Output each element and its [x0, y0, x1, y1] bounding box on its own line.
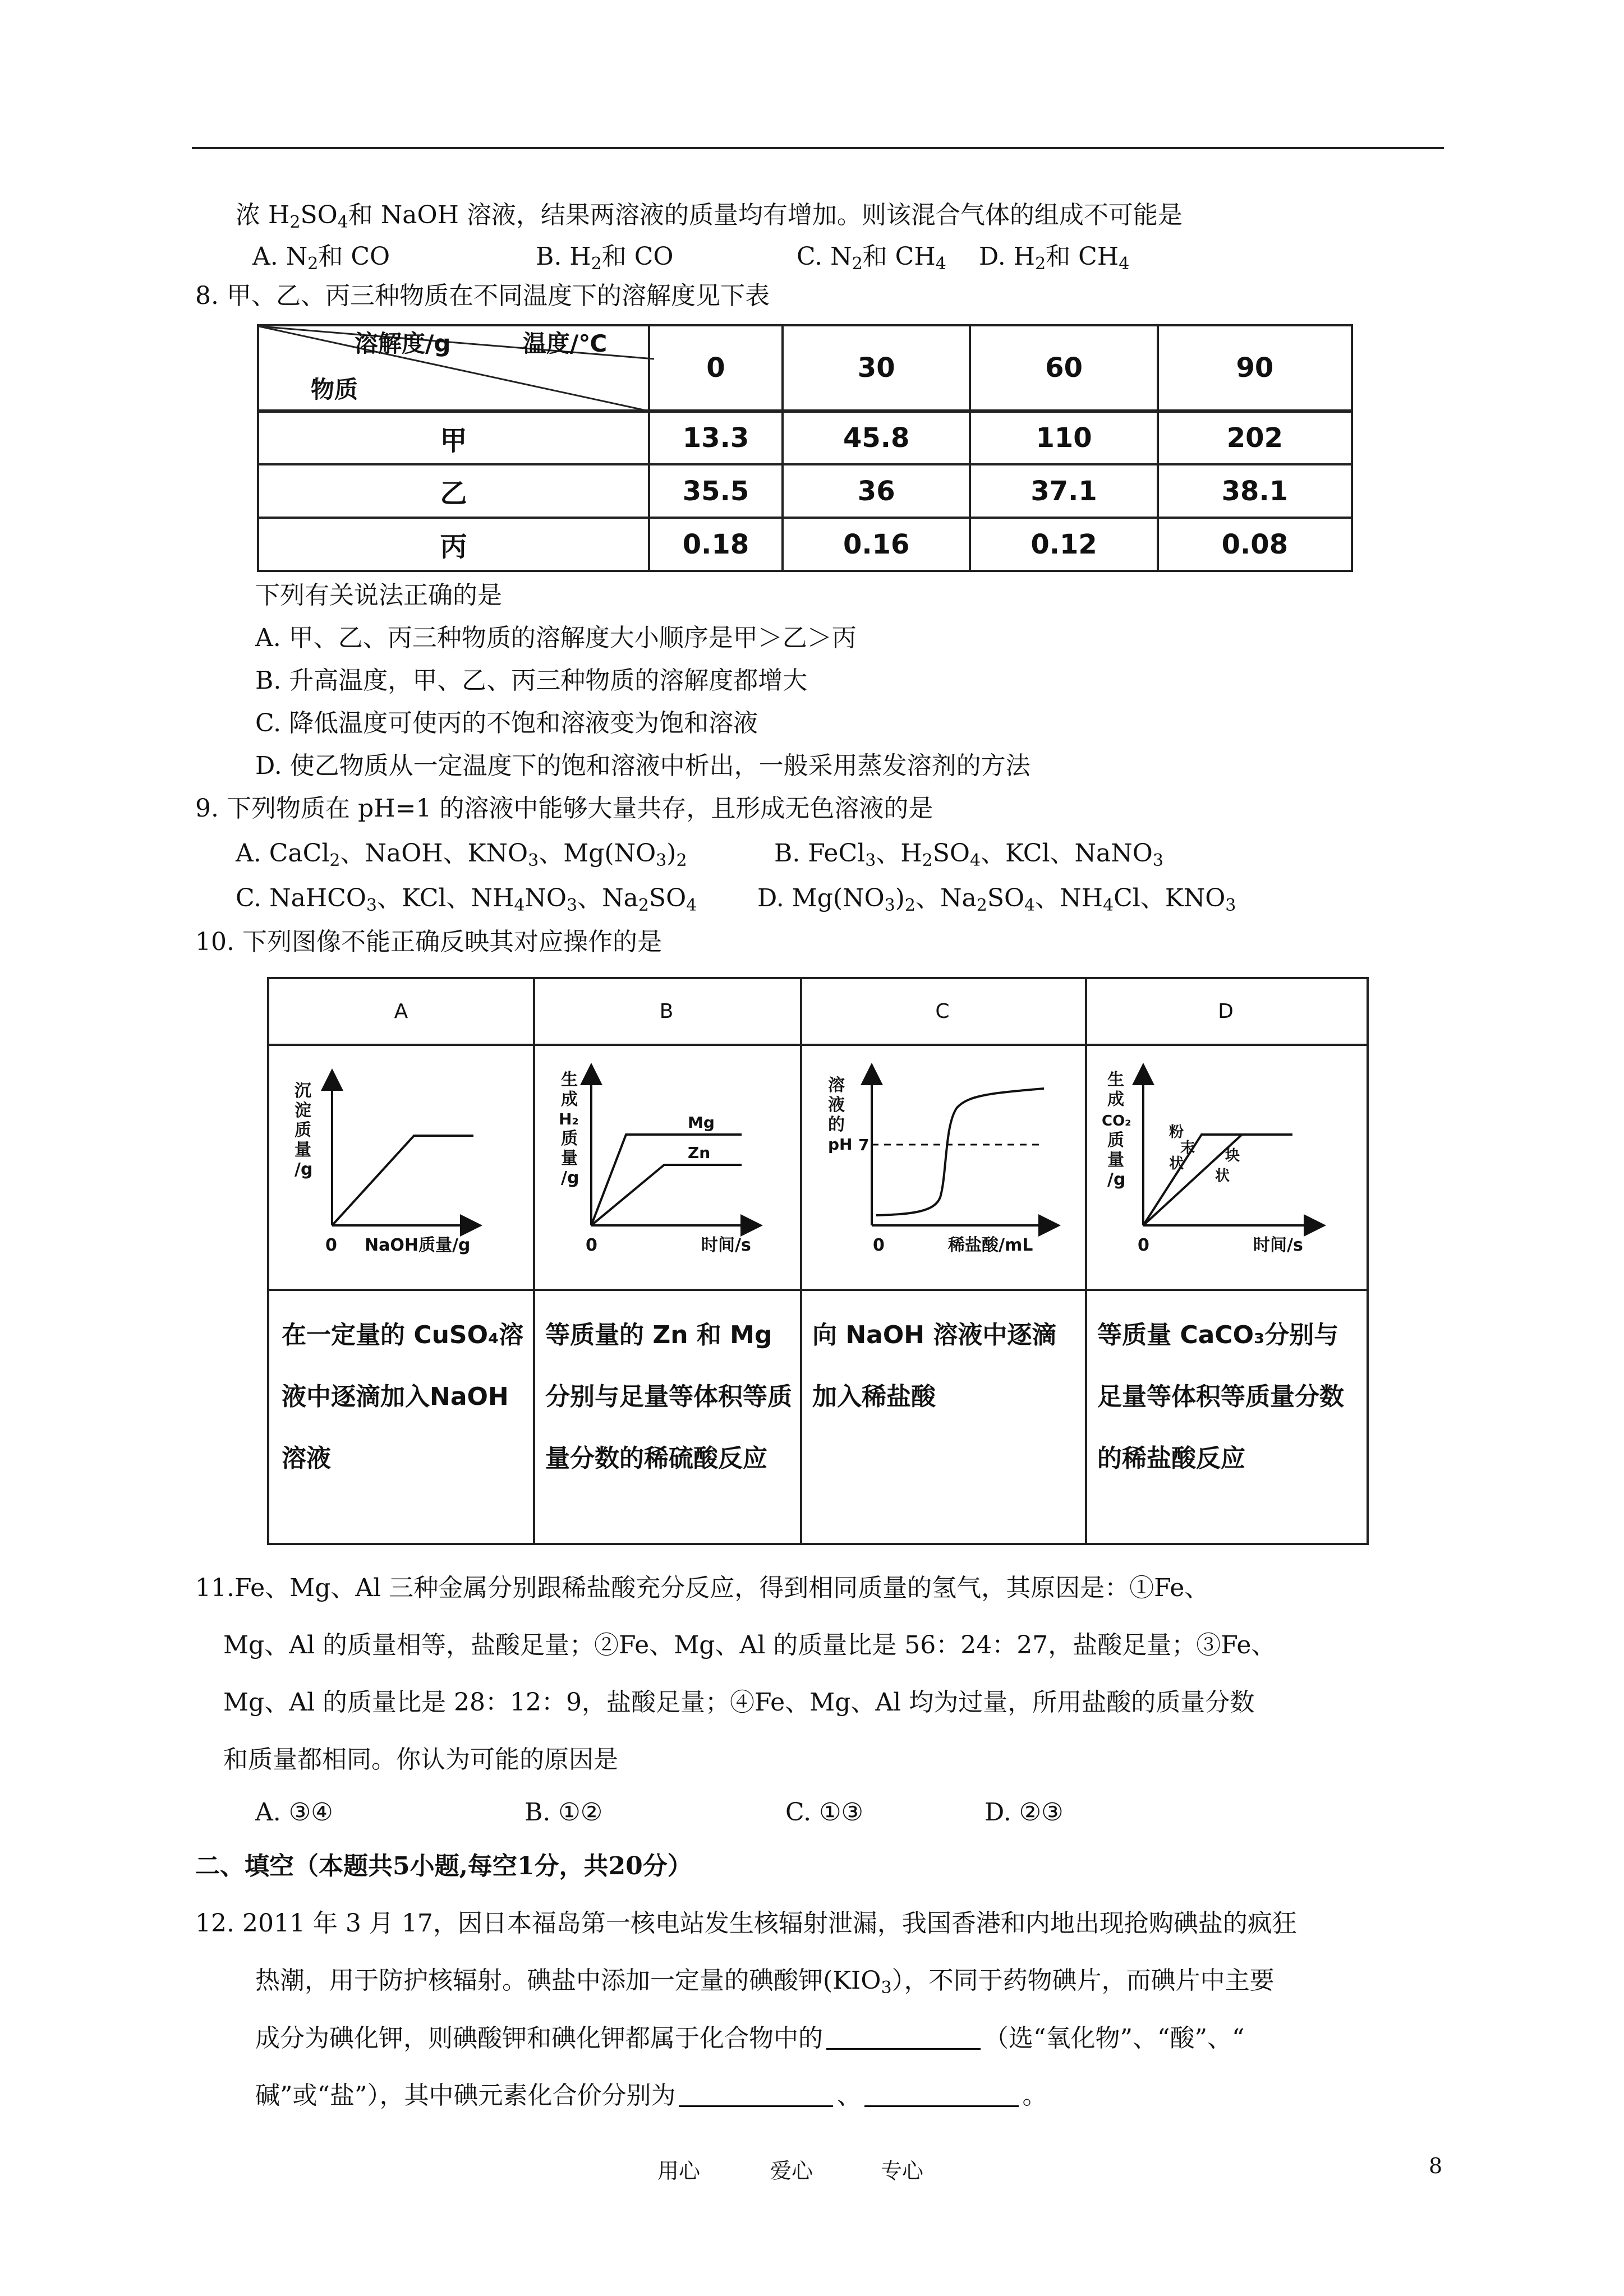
q11-option-b: B. ①②	[525, 1798, 603, 1827]
panel-label: B	[533, 979, 800, 1046]
panel-label: C	[800, 979, 1085, 1046]
panel-d	[1085, 979, 1367, 1543]
panel-description: 等质量 CaCO₃分别与足量等体积等质量分数的稀盐酸反应	[1097, 1321, 1344, 1473]
origin-label: 0	[325, 1235, 337, 1255]
q8-option-b: B. 升高温度，甲、乙、丙三种物质的溶解度都增大	[255, 666, 808, 695]
q7-continuation: 浓 $H_2SO_4$和 NaOH 溶液，结果两溶液的质量均有增加。则该混合气体的组成不可能是	[236, 201, 1183, 232]
q8-option-d: D. 使乙物质从一定温度下的饱和溶液中析出，一般采用蒸发溶剂的方法	[255, 751, 1030, 780]
page-number: 8	[1429, 2154, 1443, 2178]
y-label-char: /g	[1107, 1170, 1126, 1190]
q10-graph-figure	[267, 977, 1369, 1545]
answer-blank[interactable]	[826, 2026, 981, 2050]
y-label-char: 量	[295, 1140, 311, 1160]
table-cell: 37.1	[970, 464, 1157, 518]
table-cell: 35.5	[649, 464, 783, 518]
footer-motto: 爱心	[770, 2159, 813, 2183]
q11-line: 和质量都相同。你认为可能的原因是	[223, 1745, 618, 1774]
q10-stem: 10. 下列图像不能正确反映其对应操作的是	[195, 928, 662, 956]
q12-line-2: 热潮，用于防护核辐射。碘盐中添加一定量的碘酸钾$(KIO_3)$，不同于药物碘片，而碘片中主要	[255, 1966, 1275, 1998]
y-label-char: 质	[561, 1129, 578, 1149]
q8-option-a: A. 甲、乙、丙三种物质的溶解度大小顺序是甲＞乙＞丙	[255, 624, 857, 652]
curve-label-powder: 状	[1169, 1155, 1184, 1172]
co2-graph	[1085, 1046, 1367, 1287]
x-axis-label: 稀盐酸/mL	[948, 1235, 1033, 1255]
header-temperature: 温度/℃	[523, 330, 608, 357]
panel-b	[533, 979, 802, 1543]
curve-label-powder: 末	[1180, 1140, 1195, 1156]
y-label-char: pH	[828, 1135, 853, 1154]
substance-name: 丙	[258, 518, 649, 571]
panel-divider	[269, 1289, 533, 1291]
q9-option-b: B. FeCl$_3$、$H_2SO_4$、KCl、NaNO$_3$	[774, 839, 1163, 870]
y-label-char: 量	[561, 1149, 578, 1168]
panel-description: 向 NaOH 溶液中逐滴加入稀盐酸	[812, 1321, 1057, 1411]
table-cell: 0.16	[783, 518, 970, 571]
panel-a	[269, 979, 535, 1543]
origin-label: 0	[586, 1235, 597, 1255]
x-axis-label: 时间/s	[1253, 1235, 1303, 1255]
y-label-char: CO₂	[1102, 1113, 1131, 1129]
answer-blank[interactable]	[679, 2083, 833, 2107]
q9-option-c: C. NaHCO$_3$、KCl、$NH_4NO_3$、$Na_2SO_4$	[236, 884, 697, 915]
q8-option-c: C. 降低温度可使丙的不饱和溶液变为饱和溶液	[255, 709, 758, 737]
temp-header: 30	[783, 325, 970, 411]
panel-divider	[533, 1289, 800, 1291]
section-heading: 二、填空（本题共5小题,每空1分，共20分）	[195, 1852, 692, 1880]
q7-option-b: B. $H_2$和 CO	[536, 242, 674, 274]
panel-divider	[1085, 1289, 1367, 1291]
q9-option-d: D. $Mg(NO_3)_2$、$Na_2SO_4$、$NH_4Cl$、$KNO_3$	[757, 884, 1236, 915]
y-label-char: 溶	[828, 1076, 845, 1095]
header-solubility: 溶解度/g	[355, 330, 451, 357]
x-axis-label: 时间/s	[701, 1235, 751, 1255]
q7-option-a: A. $N_2$和 CO	[252, 242, 390, 274]
y-label-char: 沉	[295, 1081, 311, 1101]
temp-header: 60	[970, 325, 1157, 411]
q12-line-3: 成分为碘化钾，则碘酸钾和碘化钾都属于化合物中的 （选“氧化物”、“酸”、“	[255, 2024, 1245, 2053]
table-row	[258, 464, 1352, 518]
q8-prompt: 下列有关说法正确的是	[255, 581, 502, 610]
q11-option-d: D. ②③	[984, 1798, 1064, 1827]
q11-option-c: C. ①③	[785, 1798, 863, 1827]
y-tick-seven: 7	[858, 1136, 869, 1154]
y-label-char: 量	[1107, 1150, 1124, 1170]
footer-motto: 用心	[657, 2159, 701, 2183]
table-row	[258, 411, 1352, 464]
origin-label: 0	[1138, 1235, 1149, 1255]
y-label-char: 生	[561, 1070, 578, 1090]
table-cell: 36	[783, 464, 970, 518]
footer-motto: 专心	[881, 2159, 924, 2183]
y-label-char: 淀	[295, 1101, 311, 1121]
panel-description: 等质量的 Zn 和 Mg 分别与足量等体积等质量分数的稀硫酸反应	[545, 1321, 792, 1473]
substance-name: 甲	[258, 411, 649, 464]
q7-option-c: C. $N_2$和 $CH_4$	[797, 242, 946, 274]
precipitate-graph	[269, 1046, 533, 1287]
curve-label-lump: 状	[1215, 1168, 1230, 1184]
q7-option-d: D. $H_2$和 $CH_4$	[979, 242, 1130, 274]
answer-blank[interactable]	[864, 2083, 1019, 2107]
y-label-char: 液	[828, 1095, 845, 1115]
y-label-char: /g	[561, 1168, 579, 1188]
panel-label: D	[1085, 979, 1367, 1046]
panel-c	[800, 979, 1087, 1543]
substance-name: 乙	[258, 464, 649, 518]
x-axis-label: NaOH质量/g	[365, 1235, 471, 1255]
curve-label-zn: Zn	[688, 1144, 711, 1162]
q11-option-a: A. ③④	[255, 1798, 333, 1827]
y-label-char: /g	[295, 1160, 313, 1179]
y-label-char: 的	[828, 1115, 845, 1135]
table-cell: 45.8	[783, 411, 970, 464]
q9-stem: 9. 下列物质在 pH=1 的溶液中能够大量共存，且形成无色溶液的是	[195, 794, 933, 823]
ph-graph	[800, 1046, 1085, 1287]
curve-label-lump: 块	[1225, 1147, 1240, 1164]
table-cell: 0.08	[1158, 518, 1352, 571]
y-label-char: 生	[1107, 1070, 1124, 1090]
q9-option-a: A. CaCl$_2$、NaOH、$KNO_3$、$Mg(NO_3)_2$	[236, 839, 687, 870]
temp-header: 90	[1158, 325, 1352, 411]
table-corner-header	[258, 325, 649, 411]
y-label-char: H₂	[559, 1110, 579, 1128]
hydrogen-graph	[533, 1046, 800, 1287]
table-cell: 0.18	[649, 518, 783, 571]
q11-line: 11.Fe、Mg、Al 三种金属分别跟稀盐酸充分反应，得到相同质量的氢气，其原因是：①Fe、	[195, 1574, 1209, 1602]
q12-line-1: 12. 2011 年 3 月 17，因日本福岛第一核电站发生核辐射泄漏，我国香港和内地出现抢购碘盐的疯狂	[195, 1909, 1297, 1938]
q12-line-4: 碱”或“盐”），其中碘元素化合价分别为 、 。	[255, 2081, 1047, 2110]
table-cell: 0.12	[970, 518, 1157, 571]
table-row	[258, 518, 1352, 571]
panel-divider	[800, 1289, 1085, 1291]
solubility-table	[257, 324, 1353, 572]
curve-label-mg: Mg	[688, 1113, 715, 1132]
curve-label-powder: 粉	[1169, 1124, 1184, 1141]
origin-label: 0	[873, 1235, 885, 1255]
y-label-char: 质	[295, 1121, 311, 1140]
table-cell: 38.1	[1158, 464, 1352, 518]
table-cell: 202	[1158, 411, 1352, 464]
y-label-char: 成	[1107, 1090, 1124, 1109]
table-cell: 13.3	[649, 411, 783, 464]
q11-line: Mg、Al 的质量比是 28：12：9，盐酸足量；④Fe、Mg、Al 均为过量，所用盐酸的质量分数	[223, 1688, 1255, 1717]
panel-label: A	[269, 979, 533, 1046]
q11-line: Mg、Al 的质量相等，盐酸足量；②Fe、Mg、Al 的质量比是 56：24：27，盐酸足量；③Fe、	[223, 1631, 1276, 1659]
header-substance: 物质	[311, 376, 358, 403]
q8-stem: 8. 甲、乙、丙三种物质在不同温度下的溶解度见下表	[195, 282, 770, 310]
y-label-char: 成	[561, 1090, 578, 1109]
temp-header: 0	[649, 325, 783, 411]
header-rule	[192, 147, 1444, 149]
y-label-char: 质	[1107, 1131, 1124, 1150]
panel-description: 在一定量的 CuSO₄溶液中逐滴加入NaOH溶液	[282, 1321, 524, 1473]
table-cell: 110	[970, 411, 1157, 464]
